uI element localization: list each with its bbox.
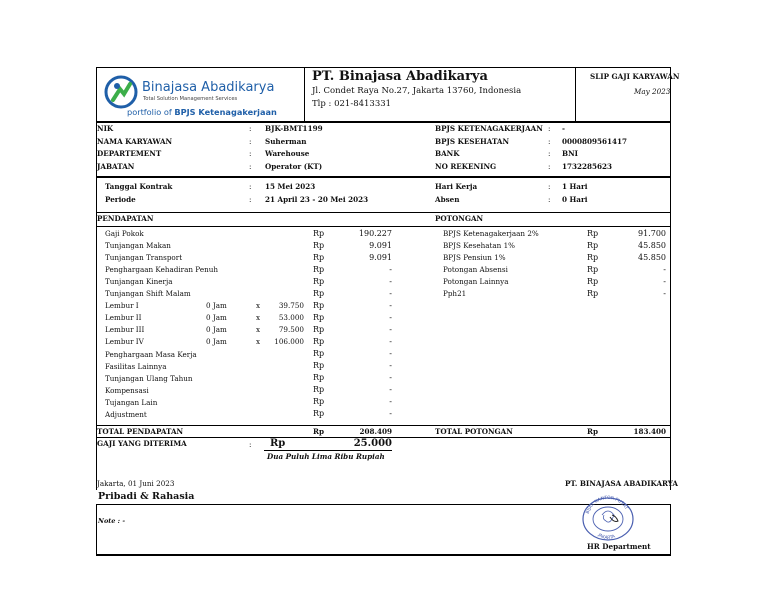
income-item-label: Fasilitas Lainnya (105, 361, 167, 371)
contract-field-value: 15 Mei 2023 (265, 182, 316, 191)
income-item-amount: - (389, 349, 392, 358)
svg-text:BIJAK KANTOR PUSAT (585, 495, 630, 515)
income-item-amount: - (389, 397, 392, 407)
income-item-amount: - (389, 312, 392, 322)
frame-right-line (670, 67, 671, 490)
employee-field-label: NAMA KARYAWAN (97, 136, 173, 146)
stamp-top-text: BIJAK KANTOR PUSAT (585, 495, 629, 515)
salary-slip (96, 67, 680, 556)
income-currency: Rp (313, 361, 325, 371)
income-item-label: Lembur IV (105, 337, 144, 347)
deduction-item-amount: 45.850 (638, 252, 666, 262)
note-box-bottom-line (96, 554, 671, 556)
total-income-label: TOTAL PENDAPATAN (97, 427, 184, 436)
deduction-item-label: Pph21 (443, 289, 467, 299)
net-pay-words: Dua Puluh Lima Ribu Rupiah (267, 452, 385, 461)
income-currency: Rp (313, 300, 325, 310)
net-pay-amount: 25.000 (353, 438, 392, 449)
total-deduction-amount: 183.400 (633, 427, 666, 436)
total-income-amount: 208.409 (359, 427, 392, 436)
overtime-multiply-sign: x (256, 325, 261, 335)
section-line-1 (96, 212, 671, 213)
company-sign-name: PT. BINAJASA ABADIKARYA (565, 479, 679, 488)
income-currency: Rp (313, 264, 325, 274)
employee-field-value: Warehouse (265, 149, 310, 158)
income-currency: Rp (313, 240, 325, 250)
deduction-item-amount: - (663, 288, 666, 298)
logo-tagline: Total Solution Management Services (143, 96, 238, 102)
net-pay-currency: Rp (270, 438, 286, 449)
income-currency: Rp (313, 276, 325, 286)
income-currency: Rp (313, 349, 325, 358)
deduction-item-label: BPJS Kesehatan 1% (443, 241, 515, 251)
note-text: Note : - (98, 517, 126, 525)
income-item-amount: - (389, 324, 392, 334)
employee-field-label: DEPARTEMENT (97, 149, 162, 158)
overtime-rate: 53.000 (278, 313, 304, 323)
income-item-label: Penghargaan Kehadiran Penuh (105, 265, 218, 275)
deduction-item-amount: 91.700 (638, 228, 666, 238)
totals-top-line (96, 425, 671, 426)
deduction-currency: Rp (587, 228, 599, 238)
net-pay-underline (264, 450, 392, 451)
income-item-label: Tunjangan Kinerja (105, 277, 173, 287)
header-divider-1 (304, 67, 305, 121)
contract-field-label: Periode (105, 194, 136, 204)
income-currency: Rp (313, 397, 325, 407)
colon: : (249, 136, 252, 146)
note-box-left-line (96, 504, 97, 556)
company-phone: Tlp : 021-8413331 (312, 99, 392, 109)
company-address: Jl. Condet Raya No.27, Jakarta 13760, Indonesia (312, 86, 522, 96)
income-currency: Rp (313, 373, 325, 383)
income-item-amount: - (389, 385, 392, 395)
contract-field-label: Tanggal Kontrak (105, 182, 173, 191)
overtime-hours: 0 Jam (206, 301, 227, 311)
employee-field-value: Operator (KT) (265, 161, 323, 171)
contract-field-value: 21 April 23 - 20 Mei 2023 (265, 194, 369, 204)
income-item-label: Tujangan Lain (105, 397, 158, 407)
total-income-currency: Rp (313, 427, 324, 436)
note-box-right-line (670, 504, 671, 556)
overtime-hours: 0 Jam (206, 325, 227, 335)
deduction-item-amount: 45.850 (638, 240, 666, 250)
deduction-item-label: BPJS Pensiun 1% (443, 253, 506, 263)
deduction-currency: Rp (587, 288, 599, 298)
employee-field-value: BNI (562, 149, 579, 158)
section-line-2 (96, 226, 671, 227)
income-item-amount: 9.091 (369, 252, 392, 262)
employee-info-bottom-line (96, 176, 671, 178)
income-item-label: Lembur I (105, 301, 139, 311)
income-item-amount: - (389, 300, 392, 310)
employee-field-label: BANK (435, 149, 460, 158)
slip-period: May 2023 (634, 87, 671, 96)
colon: : (249, 124, 252, 133)
logo-name: Binajasa Abadikarya (142, 80, 275, 95)
income-item-label: Tunjangan Shift Malam (105, 289, 191, 299)
colon: : (249, 149, 252, 158)
income-item-amount: - (389, 276, 392, 286)
logo-portfolio-line: portfolio of BPJS Ketenagakerjaan (127, 107, 277, 117)
place-date: Jakarta, 01 Juni 2023 (97, 479, 175, 488)
total-deduction-currency: Rp (587, 427, 598, 436)
confidential-label: Pribadi & Rahasia (98, 491, 195, 502)
income-item-label: Kompensasi (105, 385, 149, 395)
income-item-label: Tunjangan Makan (105, 241, 171, 251)
stamp-bottom-text: JAKARTA (596, 532, 617, 542)
contract-field-label: Absen (435, 194, 460, 204)
income-currency: Rp (313, 409, 325, 419)
contract-field-value: 0 Hari (562, 194, 588, 204)
income-item-label: Tunjangan Ulang Tahun (105, 373, 193, 383)
colon: : (249, 161, 252, 171)
contract-field-value: 1 Hari (562, 182, 588, 191)
slip-title: SLIP GAJI KARYAWAN (590, 72, 680, 81)
employee-field-label: NO REKENING (435, 161, 497, 171)
signatory: HR Department (587, 542, 651, 551)
company-stamp-icon (580, 495, 636, 543)
header-bottom-line (96, 121, 671, 123)
deduction-item-amount: - (663, 264, 666, 274)
colon: : (548, 136, 551, 146)
income-item-amount: - (389, 373, 392, 383)
overtime-hours: 0 Jam (206, 337, 227, 347)
company-name: PT. Binajasa Abadikarya (312, 69, 488, 84)
employee-field-value: Suherman (265, 136, 307, 146)
income-item-amount: - (389, 264, 392, 274)
deduction-currency: Rp (587, 252, 599, 262)
income-currency: Rp (313, 288, 325, 298)
overtime-hours: 0 Jam (206, 313, 227, 323)
income-item-amount: - (389, 361, 392, 371)
employee-field-label: JABATAN (97, 161, 135, 171)
deduction-currency: Rp (587, 240, 599, 250)
income-header: PENDAPATAN (97, 214, 154, 223)
deduction-item-label: Potongan Lainnya (443, 277, 509, 287)
income-item-label: Adjustment (105, 409, 147, 419)
income-item-amount: 190.227 (358, 228, 392, 238)
income-currency: Rp (313, 252, 325, 262)
income-item-amount: - (389, 409, 392, 419)
net-pay-label: GAJI YANG DITERIMA (97, 439, 187, 448)
income-currency: Rp (313, 324, 325, 334)
deduction-item-amount: - (663, 276, 666, 286)
employee-field-label: BPJS KESEHATAN (435, 136, 510, 146)
income-currency: Rp (313, 228, 325, 238)
income-item-label: Lembur III (105, 325, 145, 335)
colon: : (548, 161, 551, 171)
colon: : (548, 194, 551, 204)
overtime-rate: 39.750 (278, 301, 304, 311)
income-item-label: Tunjangan Transport (105, 253, 183, 263)
income-item-label: Penghargaan Masa Kerja (105, 349, 197, 359)
income-item-label: Gaji Pokok (105, 229, 144, 238)
colon: : (548, 124, 551, 133)
colon: : (249, 194, 252, 204)
employee-field-value: - (562, 124, 565, 133)
employee-field-label: NIK (97, 124, 114, 133)
deduction-header: POTONGAN (435, 214, 484, 223)
colon: : (249, 182, 252, 191)
overtime-multiply-sign: x (256, 337, 261, 347)
contract-field-label: Hari Kerja (435, 182, 478, 191)
deduction-item-label: BPJS Ketenagakerjaan 2% (443, 229, 539, 238)
svg-text:JAKARTA (596, 532, 617, 542)
employee-field-label: BPJS KETENAGAKERJAAN (435, 124, 543, 133)
employee-field-value: BJK-BMT1199 (265, 124, 323, 133)
income-item-amount: - (389, 288, 392, 298)
total-deduction-label: TOTAL POTONGAN (435, 427, 513, 436)
company-logo-icon (104, 75, 138, 109)
deduction-currency: Rp (587, 276, 599, 286)
deduction-item-label: Potongan Absensi (443, 265, 508, 275)
employee-field-value: 0000809561417 (562, 136, 628, 146)
overtime-multiply-sign: x (256, 313, 261, 323)
overtime-rate: 106.000 (274, 337, 304, 347)
income-currency: Rp (313, 312, 325, 322)
header-divider-2 (575, 67, 576, 121)
income-currency: Rp (313, 385, 325, 395)
frame-top-line (96, 67, 671, 68)
income-item-label: Lembur II (105, 313, 142, 323)
deduction-currency: Rp (587, 264, 599, 274)
income-item-amount: 9.091 (369, 240, 392, 250)
overtime-rate: 79.500 (278, 325, 304, 335)
employee-field-value: 1732285623 (562, 161, 613, 171)
colon: : (548, 149, 551, 158)
net-pay-colon: : (249, 440, 252, 449)
colon: : (548, 182, 551, 191)
income-currency: Rp (313, 336, 325, 346)
overtime-multiply-sign: x (256, 301, 261, 311)
income-item-amount: - (389, 336, 392, 346)
